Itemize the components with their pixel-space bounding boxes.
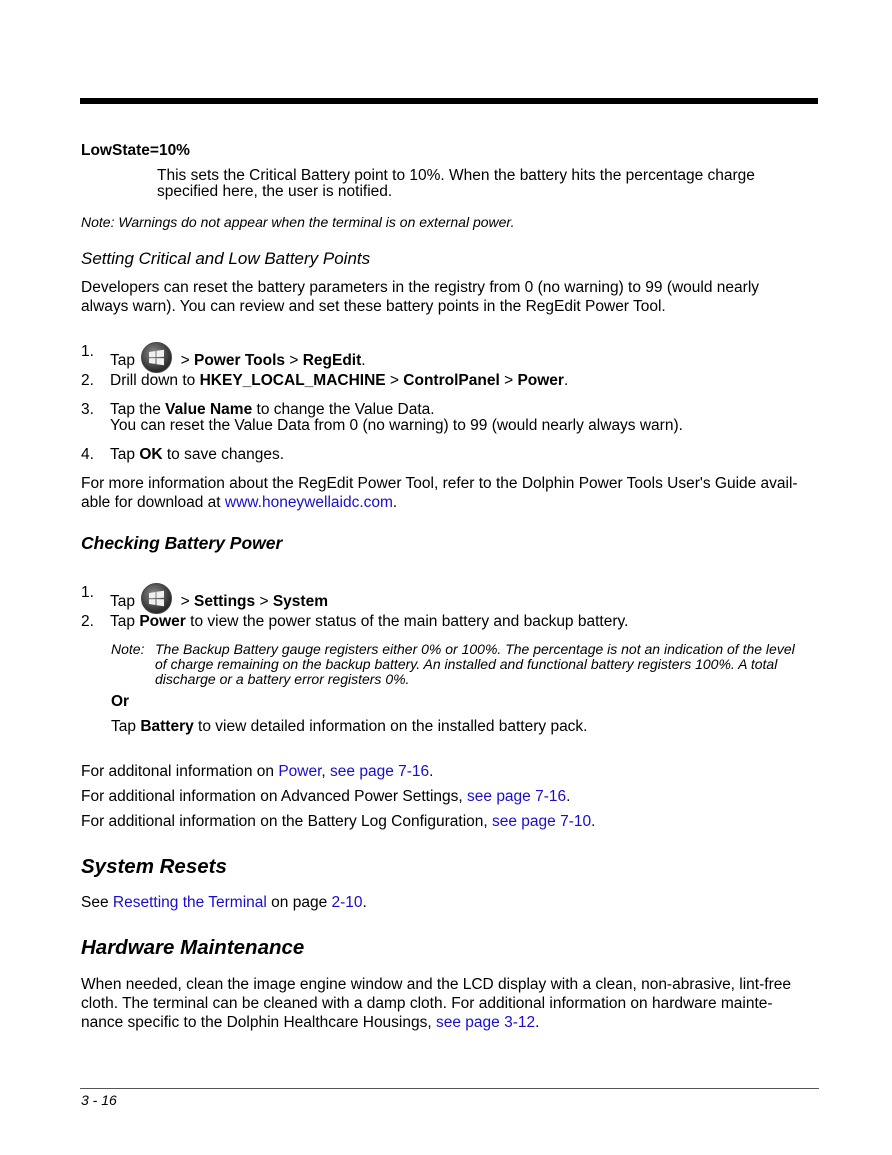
battery-tap-post: to view detailed information on the installed battery pack. xyxy=(198,718,588,735)
check-step-1-tap: Tap xyxy=(110,593,135,610)
step-2-gt1: > xyxy=(389,372,399,389)
system-label: System xyxy=(272,593,328,610)
step-3-number: 3. xyxy=(81,401,94,418)
windows-flag-icon xyxy=(148,590,165,607)
step-4-pre: Tap xyxy=(110,446,135,463)
hardware-line3-end: . xyxy=(535,1014,540,1031)
ref-battery-log-end: . xyxy=(591,813,596,830)
more-info-line1: For more information about the RegEdit Power Tool, refer to the Dolphin Power Tools User's Guide avail- xyxy=(81,475,798,492)
ref-advanced-pre: For additional information on Advanced Power Settings, xyxy=(81,788,463,805)
step-4-post: to save changes. xyxy=(166,446,285,463)
backup-note-line1: The Backup Battery gauge registers either 0% or 100%. The percentage is not an indication of the level xyxy=(155,641,795,657)
check-step-1-text xyxy=(110,583,328,614)
lowstate-heading: LowState=10% xyxy=(81,142,190,159)
honeywell-link[interactable]: www.honeywellaidc.com xyxy=(224,494,393,511)
see-page-3-12-link[interactable]: see page 3-12 xyxy=(436,1014,536,1031)
step-1-end: . xyxy=(361,352,366,369)
step-1-gt2: > xyxy=(289,352,299,369)
critical-para-line2: always warn). You can review and set these battery points in the RegEdit Power Tool. xyxy=(81,298,666,315)
more-info-end: . xyxy=(392,494,398,511)
hardware-line1: When needed, clean the image engine window and the LCD display with a clean, non-abrasive, lint-free xyxy=(81,976,791,993)
ref-battery-log-pre: For additional information on the Battery Log Configuration, xyxy=(81,813,488,830)
or-label: Or xyxy=(111,693,130,710)
battery-tap-pre: Tap xyxy=(111,718,136,735)
step-2-gt2: > xyxy=(504,372,514,389)
ref-advanced-power xyxy=(81,787,570,806)
regedit-label: RegEdit xyxy=(302,352,362,369)
more-info-pre: able for download at xyxy=(81,494,221,511)
step-1-gt1: > xyxy=(180,352,190,369)
ref-power-pre: For additonal information on xyxy=(81,763,275,780)
check-step-1-gt2: > xyxy=(259,593,269,610)
battery-log-link[interactable]: see page 7-10 xyxy=(492,813,592,830)
critical-heading: Setting Critical and Low Battery Points xyxy=(81,249,371,268)
resets-text xyxy=(81,893,367,912)
external-power-note: Note: Warnings do not appear when the terminal is on external power. xyxy=(81,214,515,230)
step-2-number: 2. xyxy=(81,372,94,389)
resets-pre: See xyxy=(81,894,109,911)
settings-label: Settings xyxy=(194,593,256,610)
power-label: Power xyxy=(517,372,564,389)
ref-power-end: . xyxy=(429,763,434,780)
ref-power-sep: , xyxy=(321,763,326,780)
backup-note-line3: discharge or a battery error registers 0%. xyxy=(155,671,410,687)
advanced-power-link[interactable]: see page 7-16 xyxy=(467,788,567,805)
more-info-line2 xyxy=(81,493,397,512)
check-step-2-post: to view the power status of the main battery and backup battery. xyxy=(190,613,629,630)
hardware-line3-pre: nance specific to the Dolphin Healthcare Housings, xyxy=(81,1014,432,1031)
critical-para-line1: Developers can reset the battery parameters in the registry from 0 (no warning) to 99 (would nearly xyxy=(81,279,760,296)
step-4-number: 4. xyxy=(81,446,94,463)
step-1-number: 1. xyxy=(81,343,94,360)
checking-heading: Checking Battery Power xyxy=(81,533,283,553)
windows-start-icon[interactable] xyxy=(141,342,172,373)
ref-power xyxy=(81,762,433,781)
windows-flag-icon xyxy=(148,349,165,366)
power-tools-label: Power Tools xyxy=(194,352,286,369)
ref-advanced-end: . xyxy=(566,788,571,805)
hklm-label: HKEY_LOCAL_MACHINE xyxy=(199,372,386,389)
step-3-pre: Tap the xyxy=(110,401,161,418)
step-3-line2: You can reset the Value Data from 0 (no warning) to 99 (would nearly always warn). xyxy=(110,417,683,434)
step-1 xyxy=(81,342,94,361)
page-2-10-link[interactable]: 2-10 xyxy=(331,894,363,911)
step-2-end: . xyxy=(563,372,569,389)
check-step-1-gt1: > xyxy=(180,593,190,610)
header-rule xyxy=(80,98,818,104)
step-4-text xyxy=(110,445,284,464)
step-2-pre: Drill down to xyxy=(110,372,196,389)
check-step-1-number: 1. xyxy=(81,584,94,601)
step-1-tap: Tap xyxy=(110,352,135,369)
hardware-heading: Hardware Maintenance xyxy=(81,936,305,959)
power-link[interactable]: Power xyxy=(278,763,322,780)
page-number: 3 - 16 xyxy=(81,1092,117,1108)
step-3-post: to change the Value Data. xyxy=(256,401,435,418)
battery-label: Battery xyxy=(140,718,194,735)
hardware-line3 xyxy=(81,1013,539,1032)
ref-battery-log xyxy=(81,812,595,831)
power-tap-label: Power xyxy=(139,613,186,630)
check-step-2-number: 2. xyxy=(81,613,94,630)
hardware-line2: cloth. The terminal can be cleaned with a damp cloth. For additional information on hardware mainte- xyxy=(81,995,773,1012)
backup-note-line2: of charge remaining on the backup battery. An installed and functional battery registers 100%. A total xyxy=(155,656,778,672)
resetting-terminal-link[interactable]: Resetting the Terminal xyxy=(112,894,267,911)
value-name-label: Value Name xyxy=(165,401,253,418)
ok-label: OK xyxy=(139,446,163,463)
system-resets-heading: System Resets xyxy=(81,855,227,878)
backup-note-label: Note: xyxy=(111,641,145,657)
battery-tap-text xyxy=(111,717,588,736)
lowstate-desc-line2: specified here, the user is notified. xyxy=(157,183,393,200)
step-1-text xyxy=(110,342,366,373)
see-page-7-16-link[interactable]: see page 7-16 xyxy=(330,763,430,780)
lowstate-desc-line1: This sets the Critical Battery point to 10%. When the battery hits the percentage charge xyxy=(157,167,755,184)
step-2-text xyxy=(110,371,568,390)
windows-start-icon[interactable] xyxy=(141,583,172,614)
controlpanel-label: ControlPanel xyxy=(403,372,500,389)
check-step-2-text xyxy=(110,612,628,631)
footer-rule xyxy=(80,1088,819,1089)
resets-end: . xyxy=(362,894,367,911)
resets-mid: on page xyxy=(271,894,328,911)
check-step-2-pre: Tap xyxy=(110,613,135,630)
